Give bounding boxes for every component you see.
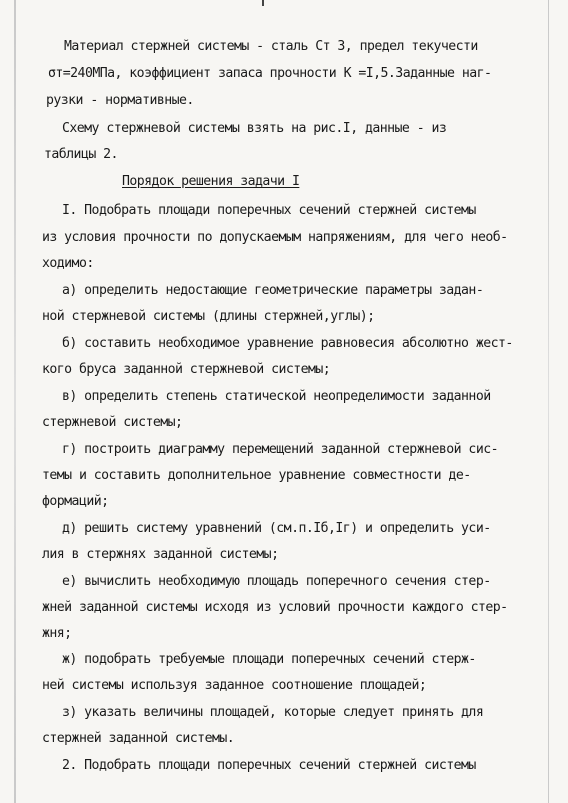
paragraph1-line3: рузки - нормативные. (46, 93, 194, 108)
paragraph2-line2: таблицы 2. (44, 147, 118, 162)
item1-line3: ходимо: (42, 256, 94, 271)
item-zh-line1: ж) подобрать требуемые площади поперечных сечений стерж- (62, 652, 476, 667)
item-g-line3: формаций; (42, 494, 109, 509)
item-z-line2: стержней заданной системы. (42, 731, 235, 746)
paragraph2-line1: Схему стержневой системы взять на рис.I, данные - из (62, 121, 447, 136)
item-g-line2: темы и составить дополнительное уравнение совместности де- (42, 468, 471, 483)
paragraph1-line2: σт=240МПа, коэффициент запаса прочности К =I,5.Заданные наг- (48, 66, 492, 81)
item-v-line1: в) определить степень статической неопределимости заданной (62, 389, 491, 404)
item1-line1: I. Подобрать площади поперечных сечений стержней системы (62, 203, 476, 218)
section-heading: Порядок решения задачи I (122, 174, 300, 189)
item-a-line2: ной стержневой системы (длины стержней,углы); (42, 309, 375, 324)
item2-line1: 2. Подобрать площади поперечных сечений стержней системы (62, 758, 476, 773)
item-z-line1: з) указать величины площадей, которые следует принять для (62, 705, 484, 720)
item-b-line1: б) составить необходимое уравнение равновесия абсолютно жест- (62, 336, 513, 351)
item-b-line2: кого бруса заданной стержневой системы; (42, 362, 331, 377)
scan-mark (262, 0, 264, 6)
item-e-line1: е) вычислить необходимую площадь поперечного сечения стер- (62, 574, 491, 589)
scan-edge-right (548, 0, 549, 803)
item-d-line1: д) решить систему уравнений (см.п.Iб,Iг) и определить уси- (62, 521, 491, 536)
item1-line2: из условия прочности по допускаемым напряжениям, для чего необ- (42, 230, 508, 245)
item-v-line2: стержневой системы; (42, 415, 183, 430)
item-e-line3: жня; (42, 626, 72, 641)
item-g-line1: г) построить диаграмму перемещений заданной стержневой сис- (62, 442, 498, 457)
item-e-line2: жней заданной системы исходя из условий прочности каждого стер- (42, 600, 508, 615)
scan-edge-left (14, 0, 16, 803)
item-a-line1: а) определить недостающие геометрические параметры задан- (62, 283, 484, 298)
item-d-line2: лия в стержнях заданной системы; (42, 547, 279, 562)
item-zh-line2: ней системы используя заданное соотношение площадей; (42, 678, 427, 693)
paragraph1-line1: Материал стержней системы - сталь Ст 3, предел текучести (64, 39, 478, 54)
